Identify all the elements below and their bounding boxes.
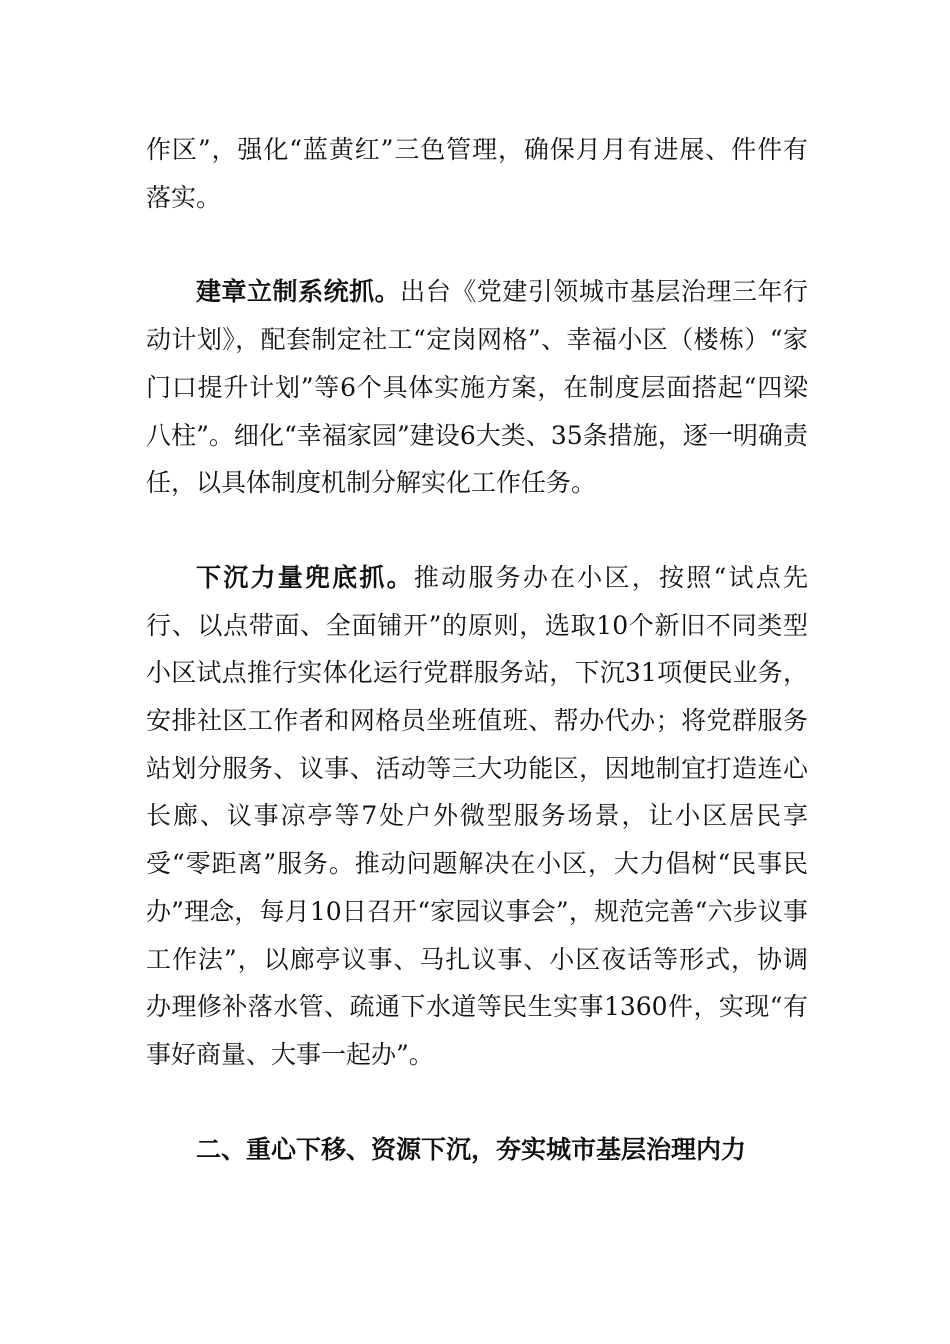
paragraph-lead: 建章立制系统抓。 <box>196 277 401 307</box>
paragraph-body: 作区”，强化“蓝黄红”三色管理，确保月月有进展、件件有落实。 <box>146 135 808 212</box>
document-page <box>146 126 808 1173</box>
paragraph-body: 推动服务办在小区，按照“试点先行、以点带面、全面铺开”的原则，选取10个新旧不同类型小区试点推行实体化运行党群服务站，下沉31项便民业务，安排社区工作者和网格员坐班值班、帮办代办；将党群服务站划分服务、议事、活动等三大功能区，因地制宜打造连心长廊、议事凉亭等7处户外微型服务场景，让小区居民享受“零距离”服务。推动问题解决在小区，大力倡树“民事民办”理念，每月10日召开“家园议事会”，规范完善“六步议事工作法”，以廊亭议事、马扎议事、小区夜话等形式，协调办理修补落水管、疏通下水道等民生实事1360件，实现“有事好商量、大事一起办”。 <box>146 562 808 1069</box>
section-heading: 二、重心下移、资源下沉，夯实城市基层治理内力 <box>196 1134 747 1164</box>
paragraph-lead: 下沉力量兜底抓。 <box>196 562 414 592</box>
paragraph-body: 出台《党建引领城市基层治理三年行动计划》，配套制定社工“定岗网格”、幸福小区（楼栋）“家门口提升计划”等6个具体实施方案，在制度层面搭起“四梁八柱”。细化“幸福家园”建设6大类、35条措施，逐一明确责任，以具体制度机制分解实化工作任务。 <box>146 277 808 498</box>
paragraph-continuation <box>146 126 808 221</box>
paragraph-sink-forces <box>146 554 808 1079</box>
paragraph-rules-system <box>146 268 808 507</box>
